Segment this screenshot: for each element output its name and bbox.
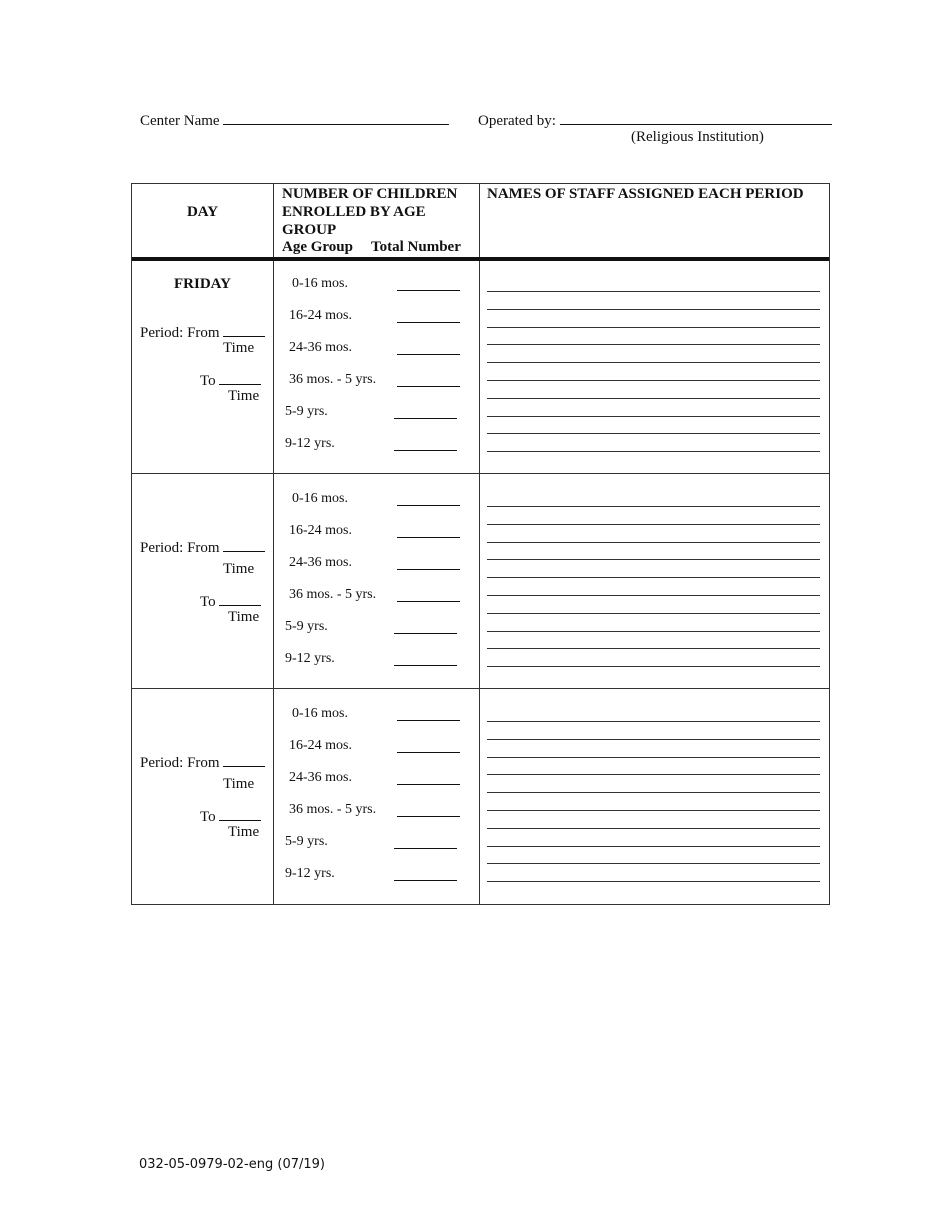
total-number-blank[interactable] (397, 720, 460, 721)
period-from-blank[interactable] (223, 539, 265, 552)
staff-name-line[interactable] (487, 451, 820, 452)
form-code: 032-05-0979-02-eng (07/19) (139, 1157, 325, 1172)
period-to-blank[interactable] (219, 808, 261, 821)
period-to-label: To (200, 809, 216, 825)
staff-name-line[interactable] (487, 398, 820, 399)
age-group-label: 24-36 mos. (289, 340, 352, 355)
total-number-blank[interactable] (397, 537, 460, 538)
total-number-blank[interactable] (394, 633, 457, 634)
staff-name-line[interactable] (487, 757, 820, 758)
total-number-blank[interactable] (397, 569, 460, 570)
staff-name-line[interactable] (487, 559, 820, 560)
total-number-blank[interactable] (397, 322, 460, 323)
staff-name-line[interactable] (487, 721, 820, 722)
period-to-label: To (200, 373, 216, 389)
total-number-blank[interactable] (397, 816, 460, 817)
header-day: DAY (186, 204, 219, 220)
time-label: Time (228, 609, 260, 625)
age-group-label: 36 mos. - 5 yrs. (289, 587, 377, 602)
header-separator (132, 257, 829, 261)
header-number-of-children: NUMBER OF CHILDREN ENROLLED BY AGE GROUP (282, 186, 458, 238)
column-divider (479, 184, 480, 904)
total-number-blank[interactable] (397, 290, 460, 291)
staff-name-line[interactable] (487, 542, 820, 543)
operated-by-label: Operated by: (478, 113, 556, 129)
time-label: Time (228, 388, 260, 404)
total-number-blank[interactable] (397, 784, 460, 785)
total-number-blank[interactable] (397, 354, 460, 355)
age-group-label: 5-9 yrs. (285, 404, 328, 419)
staff-name-line[interactable] (487, 524, 820, 525)
period-to-field (200, 593, 261, 610)
time-label: Time (228, 824, 260, 840)
staff-name-line[interactable] (487, 739, 820, 740)
age-group-label: 24-36 mos. (289, 555, 352, 570)
total-number-blank[interactable] (397, 386, 460, 387)
operated-by-blank[interactable] (560, 110, 832, 125)
staff-name-line[interactable] (487, 327, 820, 328)
age-group-label: 0-16 mos. (292, 276, 348, 291)
age-group-label: 5-9 yrs. (285, 619, 328, 634)
period-to-field (200, 808, 261, 825)
center-name-label: Center Name (140, 113, 220, 129)
staff-name-line[interactable] (487, 631, 820, 632)
staff-name-line[interactable] (487, 666, 820, 667)
staff-name-line[interactable] (487, 863, 820, 864)
period-from-field (140, 539, 265, 556)
period-from-blank[interactable] (223, 754, 265, 767)
staff-name-line[interactable] (487, 309, 820, 310)
header-age-group: Age Group (282, 239, 353, 255)
age-group-label: 9-12 yrs. (285, 436, 335, 451)
total-number-blank[interactable] (397, 601, 460, 602)
total-number-blank[interactable] (397, 752, 460, 753)
staff-name-line[interactable] (487, 362, 820, 363)
total-number-blank[interactable] (394, 848, 457, 849)
age-group-label: 36 mos. - 5 yrs. (289, 802, 377, 817)
age-group-label: 16-24 mos. (289, 738, 352, 753)
schedule-table (131, 183, 830, 905)
operated-by-caption: (Religious Institution) (631, 129, 764, 145)
period-from-blank[interactable] (223, 324, 265, 337)
period-from-field (140, 754, 265, 771)
period-to-label: To (200, 594, 216, 610)
staff-name-line[interactable] (487, 648, 820, 649)
center-name-field (140, 110, 449, 130)
time-label: Time (223, 561, 255, 577)
staff-name-line[interactable] (487, 810, 820, 811)
time-label: Time (223, 776, 255, 792)
staff-name-line[interactable] (487, 577, 820, 578)
staff-name-line[interactable] (487, 433, 820, 434)
period-from-field (140, 324, 265, 341)
staff-name-line[interactable] (487, 613, 820, 614)
header-total-number: Total Number (370, 239, 461, 255)
staff-name-line[interactable] (487, 792, 820, 793)
total-number-blank[interactable] (394, 450, 457, 451)
age-group-label: 9-12 yrs. (285, 651, 335, 666)
age-group-label: 24-36 mos. (289, 770, 352, 785)
age-group-label: 0-16 mos. (292, 706, 348, 721)
header-staff-names: NAMES OF STAFF ASSIGNED EACH PERIOD (487, 186, 804, 202)
total-number-blank[interactable] (397, 505, 460, 506)
row-separator (132, 688, 829, 689)
staff-name-line[interactable] (487, 416, 820, 417)
center-name-blank[interactable] (223, 110, 449, 125)
staff-name-line[interactable] (487, 881, 820, 882)
staff-name-line[interactable] (487, 506, 820, 507)
age-group-label: 0-16 mos. (292, 491, 348, 506)
staff-name-line[interactable] (487, 595, 820, 596)
age-group-label: 16-24 mos. (289, 308, 352, 323)
operated-by-field (478, 110, 832, 130)
staff-name-line[interactable] (487, 846, 820, 847)
time-label: Time (223, 340, 255, 356)
staff-name-line[interactable] (487, 291, 820, 292)
column-divider (273, 184, 274, 904)
age-group-label: 36 mos. - 5 yrs. (289, 372, 377, 387)
total-number-blank[interactable] (394, 418, 457, 419)
age-group-label: 16-24 mos. (289, 523, 352, 538)
period-to-blank[interactable] (219, 372, 261, 385)
period-to-blank[interactable] (219, 593, 261, 606)
age-group-label: 5-9 yrs. (285, 834, 328, 849)
staff-name-line[interactable] (487, 380, 820, 381)
day-friday-label: FRIDAY (174, 276, 231, 292)
total-number-blank[interactable] (394, 665, 457, 666)
row-separator (132, 473, 829, 474)
staff-name-line[interactable] (487, 344, 820, 345)
total-number-blank[interactable] (394, 880, 457, 881)
period-from-label: Period: From (140, 540, 220, 556)
staff-name-line[interactable] (487, 774, 820, 775)
period-from-label: Period: From (140, 755, 220, 771)
period-to-field (200, 372, 261, 389)
staff-name-line[interactable] (487, 828, 820, 829)
period-from-label: Period: From (140, 325, 220, 341)
header-subcolumns (282, 238, 477, 256)
age-group-label: 9-12 yrs. (285, 866, 335, 881)
